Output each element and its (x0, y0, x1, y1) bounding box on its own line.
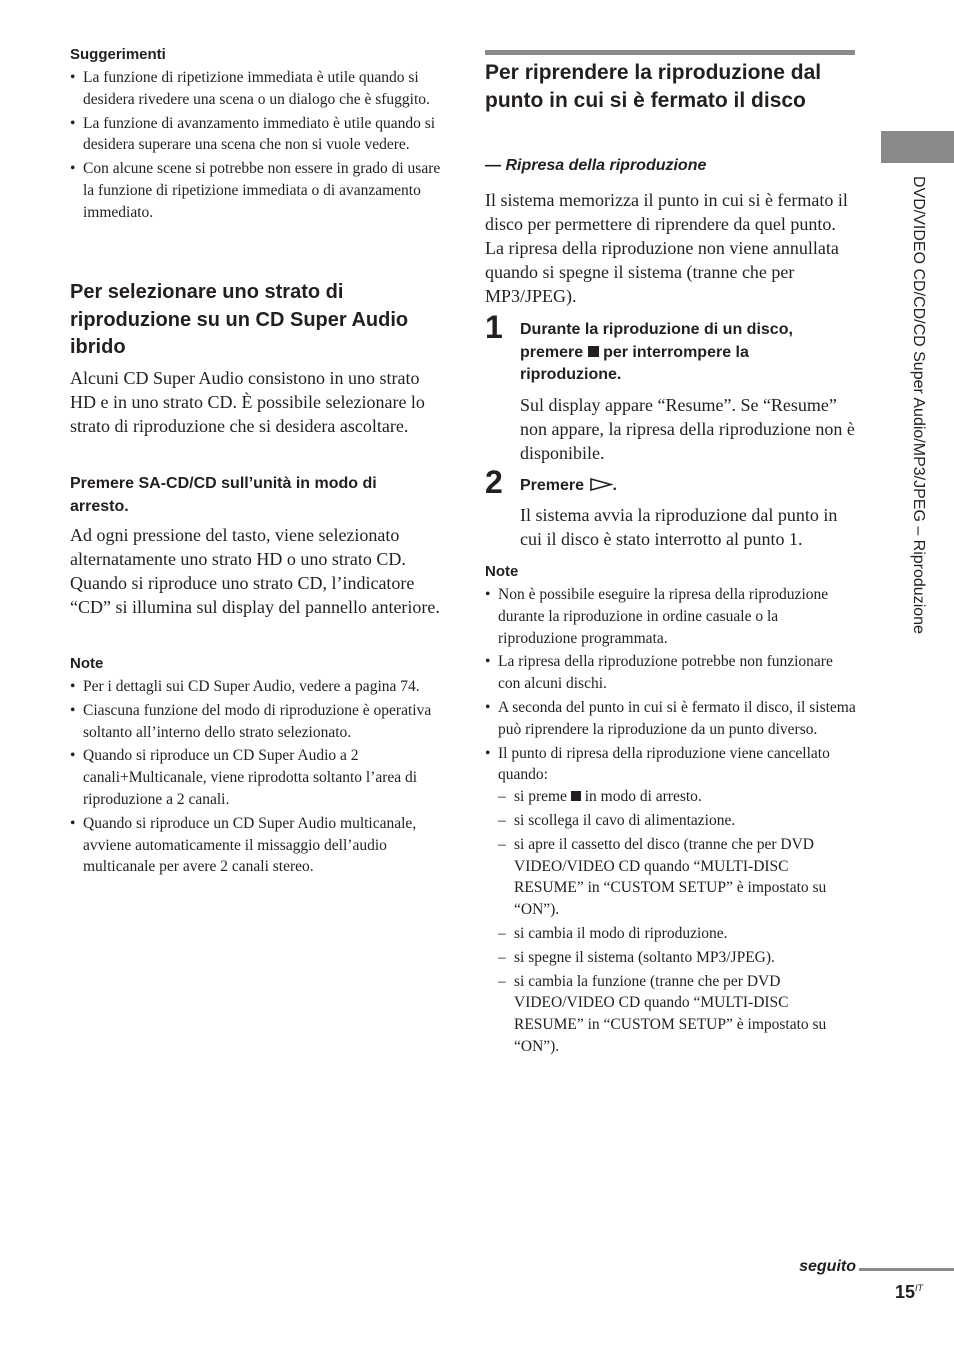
tips-list (70, 67, 442, 226)
step1-instr-b: per interrompere la riproduzione. (520, 343, 749, 383)
section-rule (485, 50, 855, 55)
list-item: • A seconda del punto in cui si è fermato il disco, il sistema può riprendere la riproduzione da un punto diverso. (485, 697, 857, 741)
stop-icon (588, 346, 599, 357)
step1-body: Sul display appare “Resume”. Se “Resume” non appare, la ripresa della riproduzione non è disponibile. (520, 395, 855, 463)
tips-heading: Suggerimenti (70, 46, 166, 63)
step2-instr: Premere (520, 477, 585, 494)
section-title-layer: Per selezionare uno strato di riproduzione su un CD Super Audio ibrido (70, 281, 409, 358)
step-number-1: 1 (485, 309, 503, 345)
step2-instruction: Premere . (520, 477, 617, 494)
section-subtitle: — Ripresa della riproduzione (485, 157, 707, 174)
list-item (485, 743, 857, 1058)
step-number-2: 2 (485, 464, 503, 500)
continued-rule (859, 1268, 954, 1271)
chapter-side-label: DVD/VIDEO CD/CD/CD Super Audio/MP3/JPEG – Riproduzione (910, 176, 927, 634)
list-item: – si cambia il modo di riproduzione. (485, 923, 857, 945)
list-item: • Con alcune scene si potrebbe non essere in grado di usare la funzione di ripetizione immediata o di avanzamento immediato. (70, 158, 442, 223)
list-item: – si apre il cassetto del disco (tranne che per DVD VIDEO/VIDEO CD quando “MULTI-DISC RESUME” in “CUSTOM SETUP” è impostato su “ON”). (485, 834, 857, 921)
list-item: – si scollega il cavo di alimentazione. (485, 810, 857, 832)
step1-instruction (520, 319, 850, 387)
continued-label: seguito (799, 1258, 856, 1275)
list-item: • Ciascuna funzione del modo di riproduzione è operativa soltanto all’interno dello strato selezionato. (70, 700, 442, 744)
list-item: • Per i dettagli sui CD Super Audio, vedere a pagina 74. (70, 676, 442, 698)
notes-list (70, 676, 442, 880)
list-item: • Quando si riproduce un CD Super Audio a 2 canali+Multicanale, viene riprodotta soltanto l’area di riproduzione a 2 canali. (70, 745, 442, 810)
list-item: • La funzione di avanzamento immediato è utile quando si desidera superare una scena che non si vuole vedere. (70, 113, 442, 157)
resume-intro: Il sistema memorizza il punto in cui si è fermato il disco per permettere di riprendere da quel punto. La ripresa della riproduzione non viene annullata quando si spegne il sistema (tranne che per MP3/JPEG). (485, 190, 848, 306)
list-item: • Quando si riproduce un CD Super Audio multicanale, avviene automaticamente il missaggio dell’audio multicanale per avere 2 canali stereo. (70, 813, 442, 878)
step2-body: Il sistema avvia la riproduzione dal punto in cui il disco è stato interrotto al punto 1. (520, 505, 838, 549)
chapter-tab (881, 131, 954, 163)
resume-notes-list (485, 584, 857, 1060)
cancel-conditions-list (485, 786, 857, 1058)
list-item: – si spegne il sistema (soltanto MP3/JPEG). (485, 947, 857, 969)
stop-icon (571, 791, 581, 801)
notes-heading: Note (485, 563, 519, 580)
page-number: $15^{IT}$ (895, 1282, 924, 1302)
list-item: • La ripresa della riproduzione potrebbe non funzionare con alcuni dischi. (485, 651, 857, 695)
section-title-resume: Per riprendere la riproduzione dal punto in cui si è fermato il disco (485, 61, 822, 112)
layer-instruction-body: Ad ogni pressione del tasto, viene selezionato alternatamente uno strato HD o uno strato CD. Quando si riproduce uno strato CD, l’indicatore “CD” si illumina sul display del pannello anteriore. (70, 525, 440, 617)
list-item: • Non è possibile eseguire la ripresa della riproduzione durante la riproduzione in ordine casuale o la riproduzione programmata. (485, 584, 857, 649)
page-suffix: IT (915, 1283, 924, 1293)
list-item: – si preme in modo di arresto. (485, 786, 857, 808)
layer-instruction: Premere SA-CD/CD sull’unità in modo di arresto. (70, 475, 377, 515)
cancel-note: Il punto di ripresa della riproduzione viene cancellato quando: (498, 744, 830, 784)
layer-intro: Alcuni CD Super Audio consistono in uno strato HD e in uno strato CD. È possibile selezionare lo strato di riproduzione che si desidera ascoltare. (70, 368, 425, 436)
step1-instr-a: Durante la riproduzione di un disco, premere (520, 321, 793, 361)
list-item: • La funzione di ripetizione immediata è utile quando si desidera rivedere una scena o un dialogo che è sfuggito. (70, 67, 442, 111)
notes-heading: Note (70, 655, 104, 672)
list-item: – si cambia la funzione (tranne che per DVD VIDEO/VIDEO CD quando “MULTI-DISC RESUME” in “CUSTOM SETUP” è impostato su “ON”). (485, 971, 857, 1058)
play-icon (589, 478, 613, 491)
